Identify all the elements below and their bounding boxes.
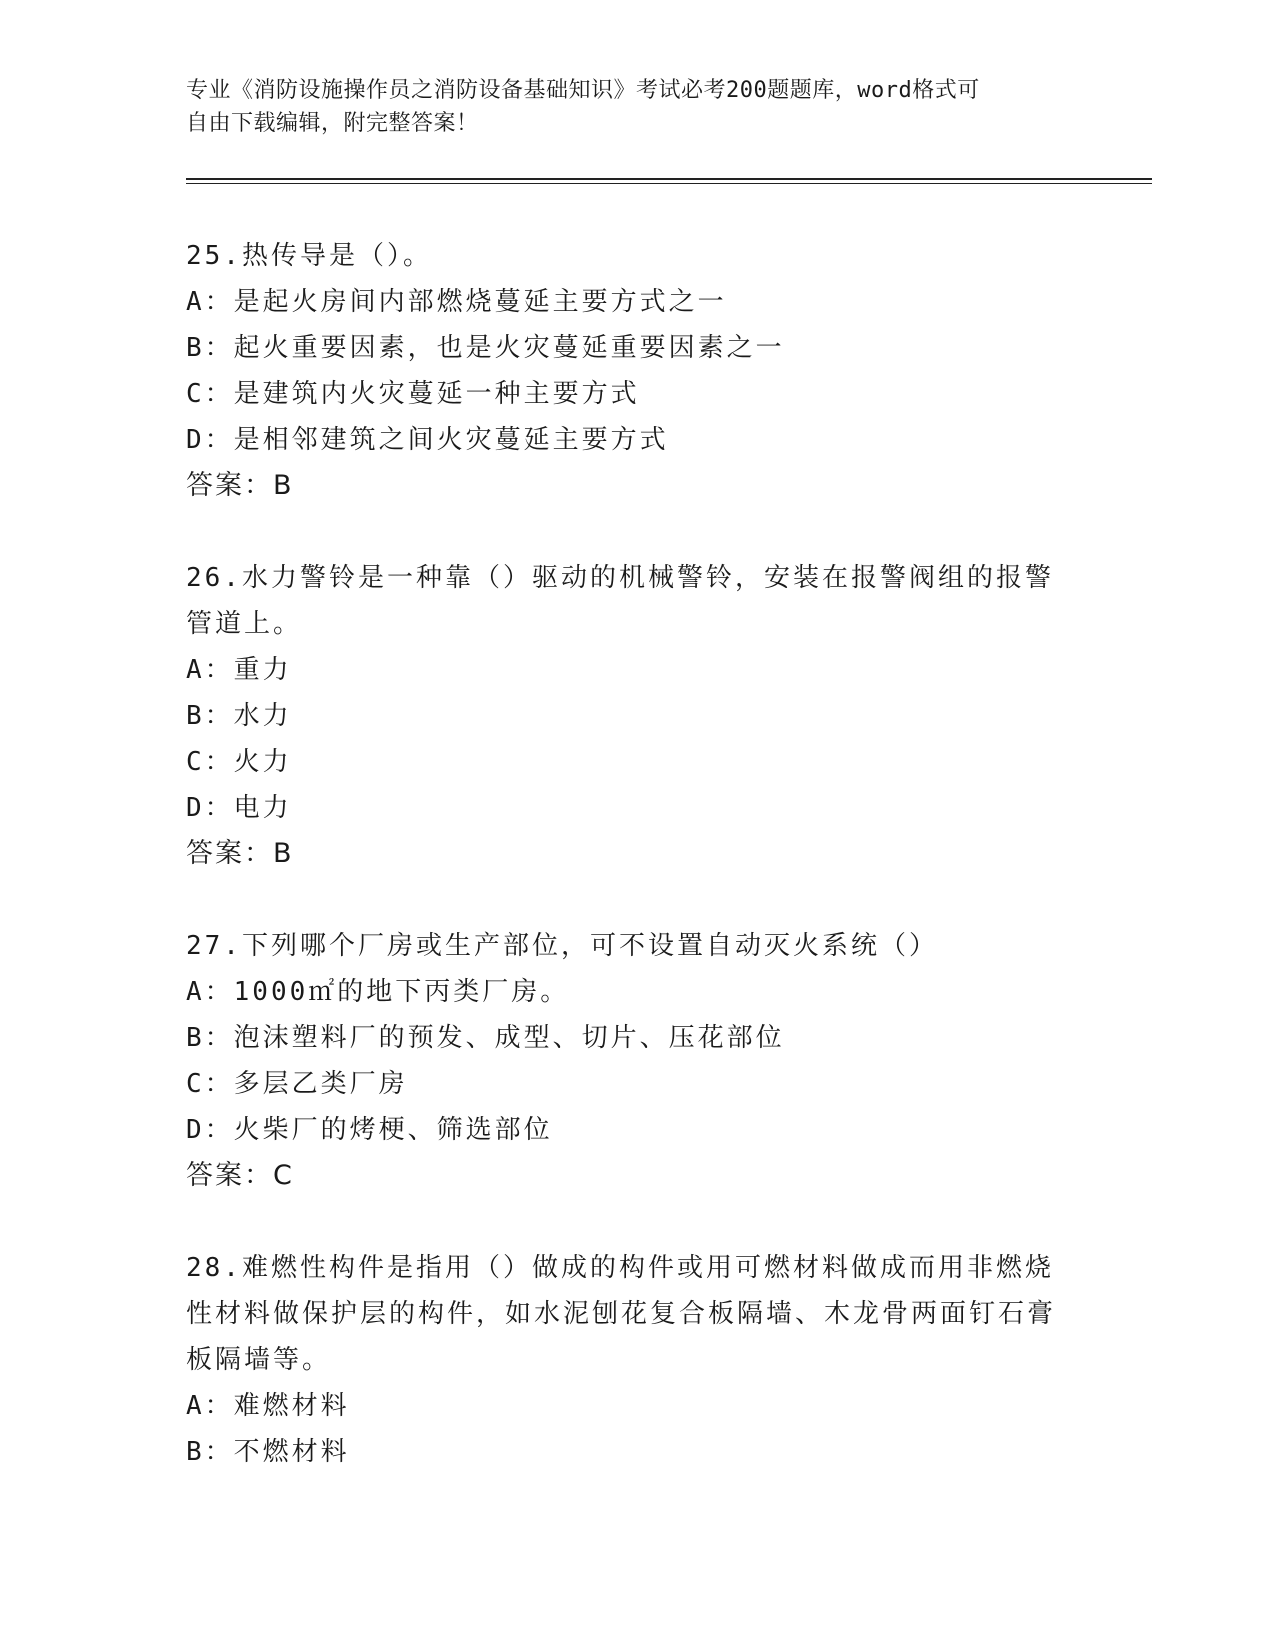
option-b: B：起火重要因素，也是火灾蔓延重要因素之一 [186, 333, 785, 363]
question-list [186, 233, 1066, 1475]
document-header-text: 专业《消防设施操作员之消防设备基础知识》考试必考200题题库，word格式可 自由下载编辑，附完整答案！ [186, 78, 980, 136]
question-stem: 27.下列哪个厂房或生产部位，可不设置自动灭火系统（） [186, 931, 938, 961]
option-d: D：火柴厂的烤梗、筛选部位 [186, 1115, 553, 1145]
option-a: A：1000㎡的地下丙类厂房。 [186, 977, 570, 1007]
answer-line: 答案：B [186, 470, 294, 501]
option-c: C：多层乙类厂房 [186, 1069, 408, 1099]
option-a: A：重力 [186, 655, 292, 685]
question-27 [186, 923, 1066, 1199]
question-28 [186, 1245, 1066, 1475]
answer-line: 答案：B [186, 838, 294, 869]
question-spacer [186, 509, 1066, 555]
option-b: B：泡沫塑料厂的预发、成型、切片、压花部位 [186, 1023, 785, 1053]
question-stem: 28.难燃性构件是指用（）做成的构件或用可燃材料做成而用非燃烧性材料做保护层的构件，如水泥刨花复合板隔墙、木龙骨两面钉石膏板隔墙等。 [186, 1253, 1057, 1375]
question-spacer [186, 1199, 1066, 1245]
option-c: C：是建筑内火灾蔓延一种主要方式 [186, 379, 640, 409]
option-c: C：火力 [186, 747, 292, 777]
question-26 [186, 555, 1066, 877]
answer-line: 答案：C [186, 1160, 294, 1191]
option-a: A：是起火房间内部燃烧蔓延主要方式之一 [186, 287, 727, 317]
question-25 [186, 233, 1066, 509]
question-stem: 26.水力警铃是一种靠（）驱动的机械警铃，安装在报警阀组的报警管道上。 [186, 563, 1054, 639]
option-d: D：是相邻建筑之间火灾蔓延主要方式 [186, 425, 669, 455]
header-divider-thick [186, 178, 1152, 180]
option-b: B：水力 [186, 701, 292, 731]
question-stem: 25.热传导是（）。 [186, 241, 432, 271]
option-a: A：难燃材料 [186, 1391, 350, 1421]
header-divider-thin [186, 183, 1152, 184]
option-d: D：电力 [186, 793, 292, 823]
option-b: B：不燃材料 [186, 1437, 350, 1467]
question-spacer [186, 877, 1066, 923]
